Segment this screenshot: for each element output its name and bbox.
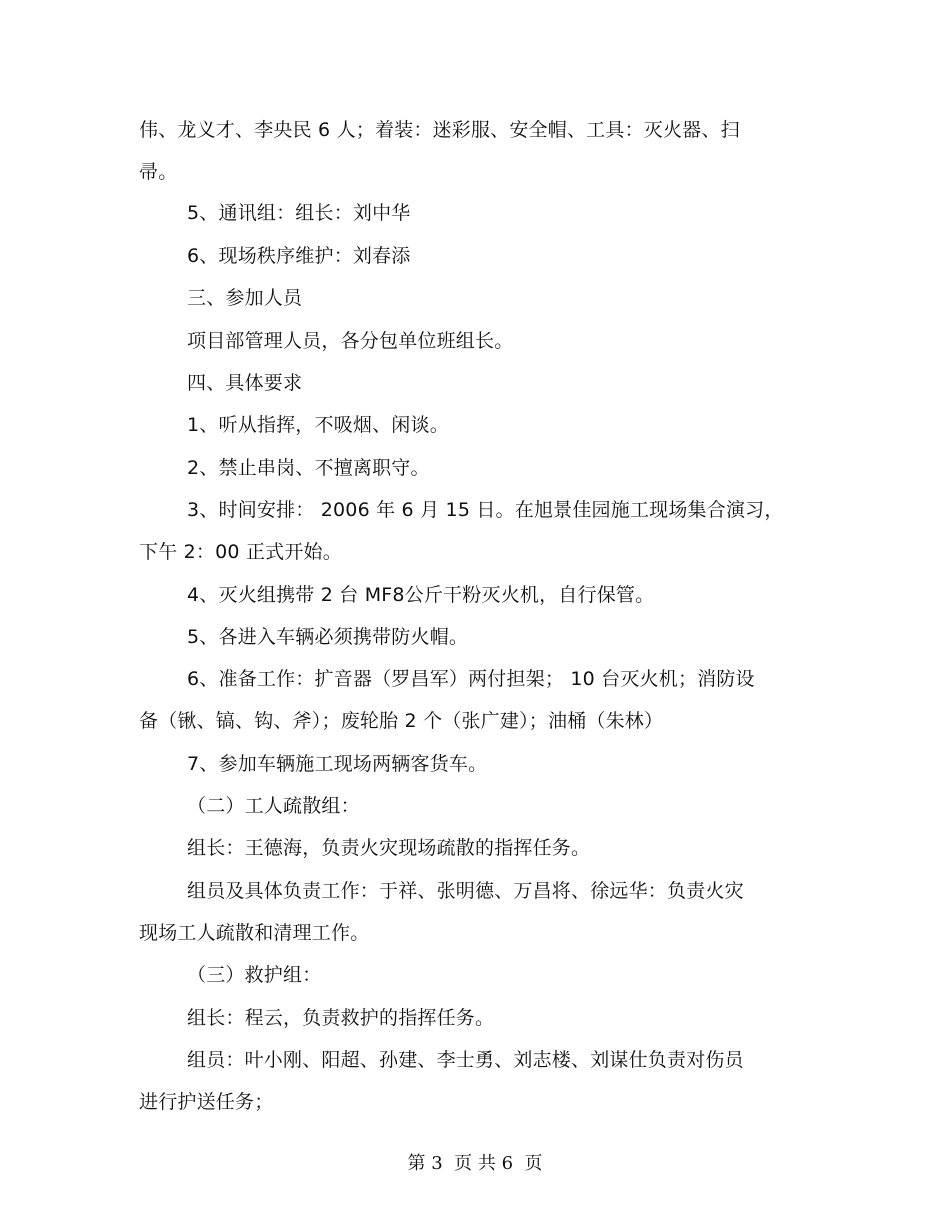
text-line: 伟、龙义才、李央民 6 人；着装：迷彩服、安全帽、工具：灭火器、扫 (139, 119, 740, 141)
section-heading: （三）救护组： (187, 964, 322, 986)
text-line: 6、准备工作：扩音器（罗昌军）两付担架； 10 台灭火机；消防设 (187, 668, 755, 690)
text-line: 2、禁止串岗、不擅离职守。 (187, 457, 430, 479)
text-line: 组员：叶小刚、阳超、孙建、李士勇、刘志楼、刘谋仕负责对伤员 (187, 1049, 744, 1071)
text-line: 项目部管理人员，各分包单位班组长。 (187, 330, 514, 352)
text-line: 组员及具体负责工作：于祥、张明德、万昌将、徐远华：负责火灾 (187, 880, 744, 902)
text-line: 3、时间安排： 2006 年 6 月 15 日。在旭景佳园施工现场集合演习， (187, 499, 784, 521)
text-line: 备（锹、镐、钩、斧）；废轮胎 2 个（张广建）；油桶（朱林） (139, 710, 664, 732)
text-line: 组长：王德海，负责火灾现场疏散的指挥任务。 (187, 837, 591, 859)
text-line: 5、通讯组：组长：刘中华 (187, 202, 411, 224)
text-line: 5、各进入车辆必须携带防火帽。 (187, 626, 469, 648)
section-heading: 三、参加人员 (187, 287, 303, 309)
text-line: 下午 2：00 正式开始。 (139, 541, 342, 563)
text-line: 进行护送任务； (139, 1091, 274, 1113)
text-line: 组长：程云，负责救护的指挥任务。 (187, 1007, 495, 1029)
text-line: 1、听从指挥，不吸烟、闲谈。 (187, 414, 449, 436)
text-line: 7、参加车辆施工现场两辆客货车。 (187, 753, 488, 775)
text-line: 帚。 (139, 161, 178, 183)
text-line: 6、现场秩序维护：刘春添 (187, 245, 411, 267)
page-number-footer: 第 3 页 共 6 页 (407, 1153, 543, 1174)
section-heading: （二）工人疏散组： (187, 795, 360, 817)
text-line: 4、灭火组携带 2 台 MF8公斤干粉灭火机，自行保管。 (187, 584, 655, 606)
text-line: 现场工人疏散和清理工作。 (139, 922, 370, 944)
section-heading: 四、具体要求 (187, 372, 303, 394)
